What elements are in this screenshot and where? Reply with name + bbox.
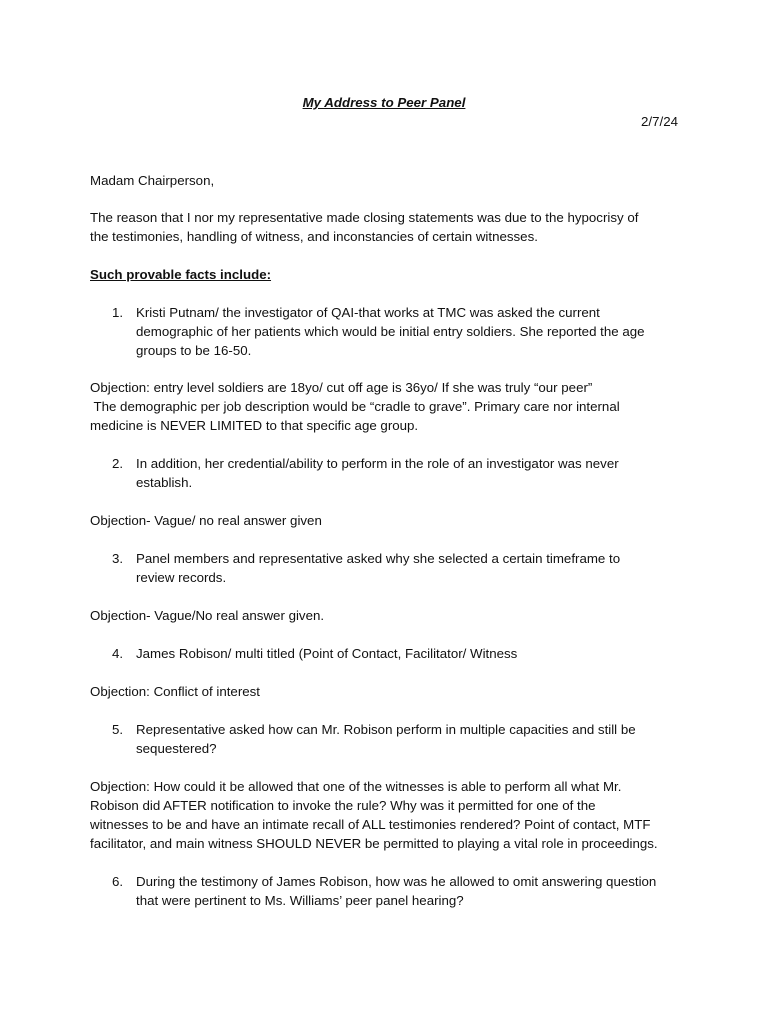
list-item-number: 3.: [112, 551, 124, 566]
list-item-text: [136, 303, 645, 360]
list-item-line: James Robison/ multi titled (Point of Contact, Facilitator/ Witness: [136, 646, 518, 661]
list-item-number: 1.: [112, 305, 124, 320]
intro-line: The reason that I nor my representative made closing statements was due to the hypocrisy of: [90, 210, 639, 225]
list-item-text: [136, 454, 619, 492]
document-title: My Address to Peer Panel: [302, 95, 466, 110]
intro-line: the testimonies, handling of witness, and inconstancies of certain witnesses.: [90, 229, 538, 244]
list-item-line: In addition, her credential/ability to perform in the role of an investigator was never: [136, 456, 619, 471]
list-item-line: establish.: [136, 475, 193, 490]
list-item-line: sequestered?: [136, 741, 217, 756]
objection-line: witnesses to be and have an intimate recall of ALL testimonies rendered? Point of contact, MTF: [90, 817, 651, 832]
objection-paragraph: [90, 777, 690, 853]
objection-paragraph: Objection: Conflict of interest: [90, 684, 260, 699]
objection-line: Objection: How could it be allowed that one of the witnesses is able to perform all what Mr.: [90, 779, 622, 794]
list-item-text: [136, 644, 517, 663]
objection-paragraph: Objection- Vague/No real answer given.: [90, 608, 325, 623]
list-item-line: During the testimony of James Robison, how was he allowed to omit answering question: [136, 874, 657, 889]
list-item-text: [136, 872, 656, 910]
objection-paragraph: Objection- Vague/ no real answer given: [90, 513, 322, 528]
intro-paragraph: [90, 208, 690, 246]
list-item-line: demographic of her patients which would be initial entry soldiers. She reported the age: [136, 324, 645, 339]
list-item-number: 6.: [112, 874, 124, 889]
list-item-text: [136, 549, 620, 587]
facts-heading: Such provable facts include:: [90, 267, 272, 282]
objection-line: Robison did AFTER notification to invoke the rule? Why was it permitted for one of the: [90, 798, 596, 813]
objection-line: The demographic per job description would be “cradle to grave”. Primary care nor internal: [90, 399, 620, 414]
list-item-number: 2.: [112, 456, 124, 471]
objection-line: medicine is NEVER LIMITED to that specific age group.: [90, 418, 419, 433]
list-item-number: 4.: [112, 646, 124, 661]
objection-paragraph: [90, 378, 690, 435]
objection-line: facilitator, and main witness SHOULD NEVER be permitted to playing a vital role in proceedings.: [90, 836, 658, 851]
salutation: Madam Chairperson,: [90, 173, 215, 188]
list-item-line: Kristi Putnam/ the investigator of QAI-that works at TMC was asked the current: [136, 305, 600, 320]
list-item-line: review records.: [136, 570, 227, 585]
list-item-line: that were pertinent to Ms. Williams’ peer panel hearing?: [136, 893, 464, 908]
objection-line: Objection: entry level soldiers are 18yo/ cut off age is 36yo/ If she was truly “our peer”: [90, 380, 593, 395]
list-item-text: [136, 720, 636, 758]
list-item-line: Panel members and representative asked why she selected a certain timeframe to: [136, 551, 621, 566]
list-item-line: groups to be 16-50.: [136, 343, 252, 358]
document-date: 2/7/24: [641, 114, 678, 129]
list-item-number: 5.: [112, 722, 124, 737]
list-item-line: Representative asked how can Mr. Robison perform in multiple capacities and still be: [136, 722, 636, 737]
